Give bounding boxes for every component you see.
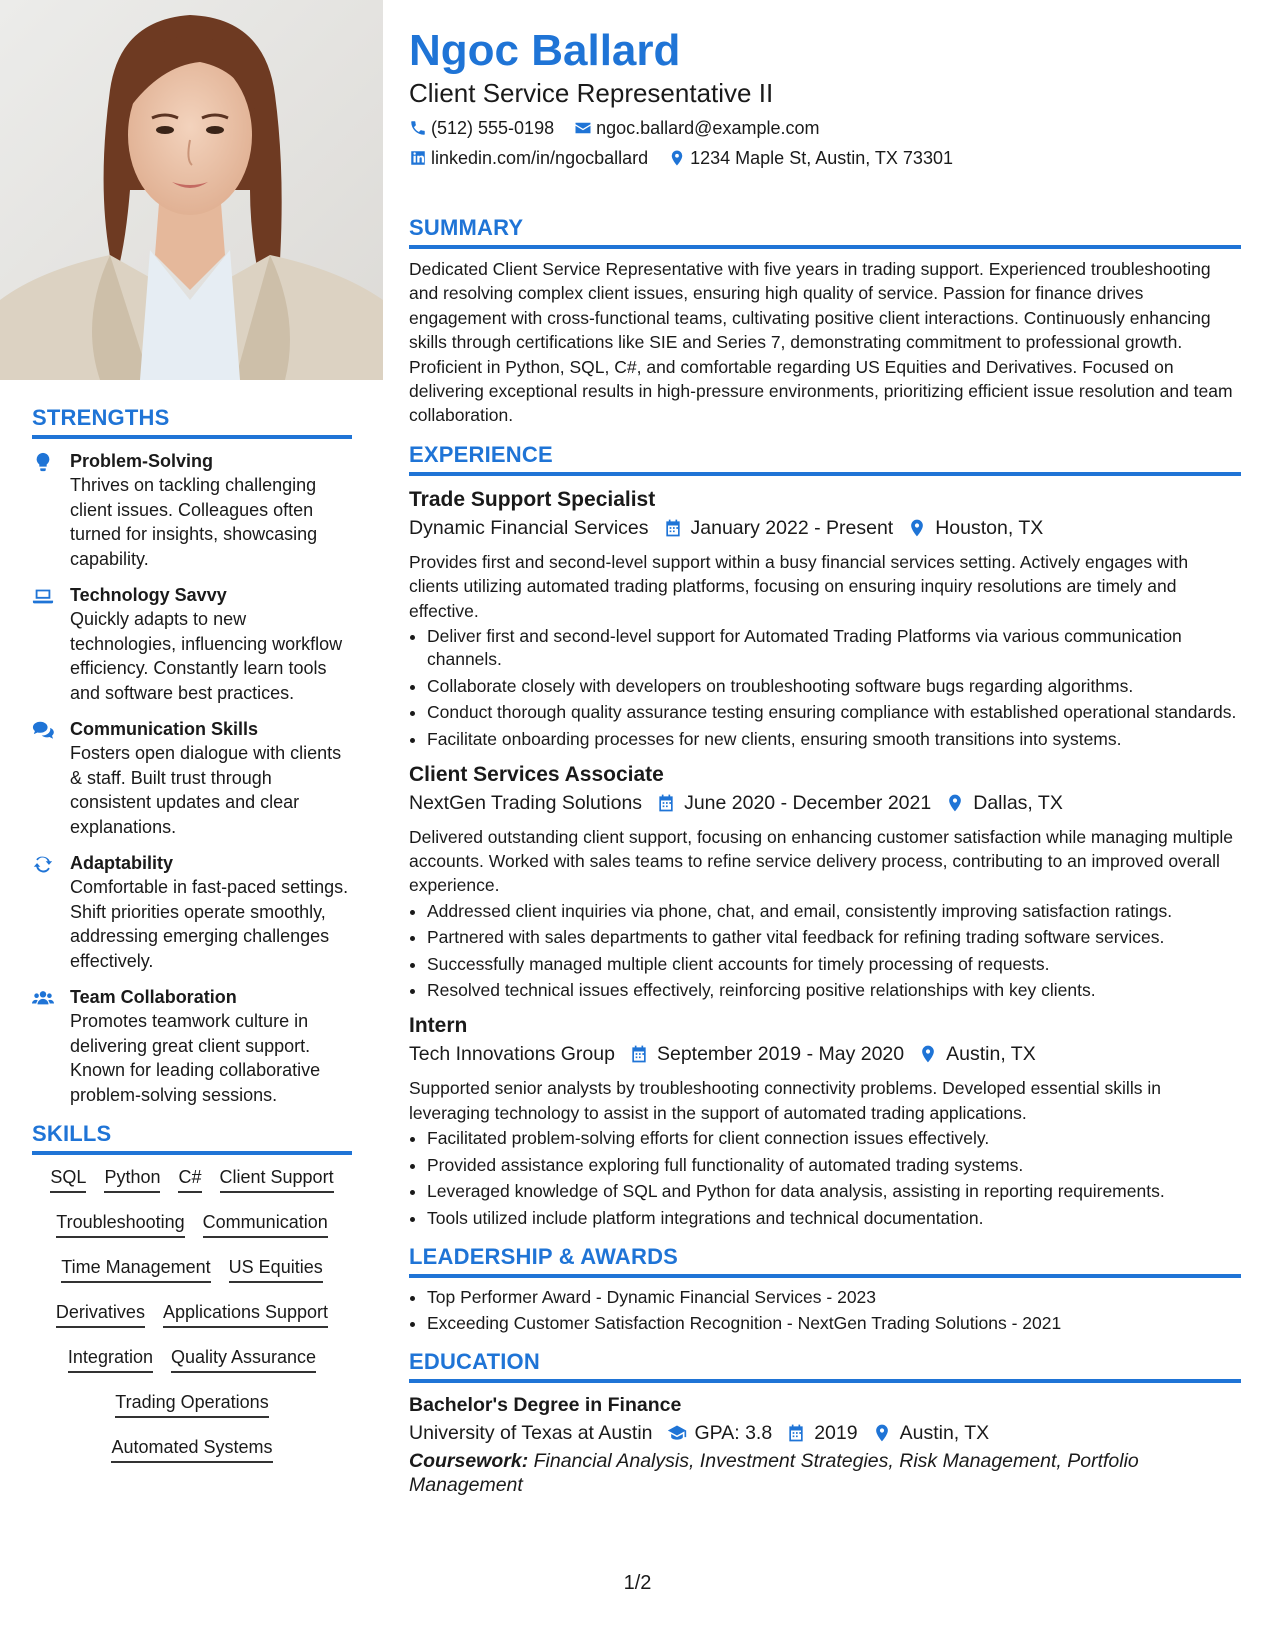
strength-item <box>32 583 352 705</box>
comments-icon <box>32 717 70 839</box>
coursework-label: Coursework: <box>409 1450 529 1473</box>
strength-desc: Thrives on tackling challenging client issues. Colleagues often turned for insights, showcasing capability. <box>70 475 318 569</box>
email-contact[interactable] <box>574 116 819 140</box>
strength-item <box>32 717 352 839</box>
job-bullets <box>409 900 1241 1003</box>
strength-desc: Promotes teamwork culture in delivering great client support. Known for leading collaborative problem-solving sessions. <box>70 1011 321 1105</box>
profile-photo <box>0 0 383 380</box>
contact-row-2 <box>409 146 1241 170</box>
skill-tag: US Equities <box>229 1255 323 1283</box>
coursework <box>409 1449 1241 1497</box>
school-name: University of Texas at Austin <box>409 1422 653 1445</box>
contact-row <box>409 116 1241 140</box>
map-pin-icon <box>918 1044 938 1064</box>
degree-title: Bachelor's Degree in Finance <box>409 1394 682 1417</box>
job-bullet: • Provided assistance exploring full functionality of automated trading systems. <box>427 1154 1241 1177</box>
job-bullet: • Facilitate onboarding processes for new clients, ensuring smooth transitions into systems. <box>427 728 1241 751</box>
address-text: 1234 Maple St, Austin, TX 73301 <box>690 148 953 168</box>
job-meta <box>409 789 1241 817</box>
job-bullet: • Resolved technical issues effectively, reinforcing positive relationships with key clients. <box>427 979 1241 1002</box>
job-entry <box>409 486 1241 751</box>
experience-section <box>409 442 1241 1230</box>
skill-tag: Derivatives <box>56 1300 145 1328</box>
summary-heading: SUMMARY <box>409 215 1241 249</box>
calendar-icon <box>786 1423 806 1443</box>
strength-item <box>32 851 352 973</box>
address-contact <box>668 146 953 170</box>
linkedin-icon <box>409 149 427 167</box>
phone-contact[interactable] <box>409 116 554 140</box>
right-column <box>409 0 1241 1497</box>
users-icon <box>32 985 70 1107</box>
coursework-list: Financial Analysis, Investment Strategies, Risk Management, Portfolio Management <box>409 1450 1139 1497</box>
calendar-icon <box>656 793 676 813</box>
strengths-heading: STRENGTHS <box>32 405 352 439</box>
job-bullet: • Successfully managed multiple client accounts for timely processing of requests. <box>427 953 1241 976</box>
strengths-list <box>32 449 352 1107</box>
skill-tag: Quality Assurance <box>171 1345 316 1373</box>
job-meta <box>409 1040 1241 1068</box>
job-location: Houston, TX <box>935 516 1044 539</box>
email-text: ngoc.ballard@example.com <box>596 118 820 138</box>
awards-heading: LEADERSHIP & AWARDS <box>409 1244 1241 1278</box>
summary-text: Dedicated Client Service Representative with five years in trading support. Experienced troubleshooting and resolving complex client issues, ensuring high quality of service. Passion for finance drives engagement with cross-functional teams, cultivating positive client interactions. Continuously enhancing skills through certifications like SIE and Series 7, demonstrating commitment to professional growth. Proficient in Python, SQL, C#, and comfortable regarding US Equities and Derivatives. Focused on delivering exceptional results in high-pressure environments, prioritizing efficient issue resolution and team collaboration. <box>409 259 1233 426</box>
job-location: Dallas, TX <box>973 791 1063 814</box>
graduation-year: 2019 <box>814 1422 858 1445</box>
strength-item <box>32 985 352 1107</box>
map-pin-icon <box>872 1423 892 1443</box>
education-section <box>409 1349 1241 1497</box>
gpa: GPA: 3.8 <box>694 1422 773 1445</box>
sync-icon <box>32 851 70 973</box>
laptop-icon <box>32 583 70 705</box>
job-entry <box>409 761 1241 1003</box>
education-meta <box>409 1419 1241 1447</box>
skill-tag: Client Support <box>220 1165 334 1193</box>
strength-title: Team Collaboration <box>70 987 237 1007</box>
strength-title: Technology Savvy <box>70 585 227 605</box>
job-dates: September 2019 - May 2020 <box>656 1043 905 1066</box>
envelope-icon <box>574 119 592 137</box>
phone-text: (512) 555-0198 <box>431 118 555 138</box>
job-description: Provides first and second-level support within a busy financial services setting. Actively engages with clients utilizing automated trading platforms, focusing on ensuring inquiry resolutions are timely and effective. <box>409 551 1189 621</box>
job-description: Supported senior analysts by troubleshooting connectivity problems. Developed essential skills in leveraging technology to assist in the support of automated trading applications. <box>409 1078 1161 1123</box>
strength-title: Communication Skills <box>70 719 259 739</box>
job-bullet: • Tools utilized include platform integrations and technical documentation. <box>427 1207 1241 1230</box>
page-number: 1/2 <box>623 1572 652 1594</box>
job-title: Intern <box>409 1014 468 1038</box>
awards-list <box>409 1286 1241 1336</box>
job-bullet: • Partnered with sales departments to gather vital feedback for refining trading software services. <box>427 926 1241 949</box>
education-heading: EDUCATION <box>409 1349 1241 1383</box>
candidate-role: Client Service Representative II <box>409 78 774 108</box>
job-bullet: • Addressed client inquiries via phone, chat, and email, consistently improving satisfaction ratings. <box>427 900 1241 923</box>
job-description: Delivered outstanding client support, focusing on enhancing customer satisfaction while managing multiple accounts. Worked with sales teams to refine service delivery process, contributing to an improved overall experience. <box>409 826 1233 896</box>
candidate-name: Ngoc Ballard <box>409 26 681 75</box>
strength-desc: Fosters open dialogue with clients & staff. Built trust through consistent updates and clear explanations. <box>70 743 342 837</box>
summary-section <box>409 215 1241 428</box>
job-dates: January 2022 - Present <box>690 516 894 539</box>
skill-tag: SQL <box>50 1165 86 1193</box>
calendar-icon <box>629 1044 649 1064</box>
lightbulb-icon <box>32 449 70 571</box>
job-title: Client Services Associate <box>409 762 664 786</box>
strength-desc: Quickly adapts to new technologies, influencing workflow efficiency. Constantly learn tools and software best practices. <box>70 609 343 703</box>
skill-tag: Time Management <box>61 1255 210 1283</box>
job-company: Dynamic Financial Services <box>409 516 649 539</box>
job-bullets <box>409 625 1241 751</box>
school-location: Austin, TX <box>899 1422 990 1445</box>
skills-heading: SKILLS <box>32 1121 352 1155</box>
map-pin-icon <box>668 149 686 167</box>
calendar-icon <box>663 518 683 538</box>
job-company: NextGen Trading Solutions <box>409 791 643 814</box>
linkedin-contact[interactable] <box>409 146 648 170</box>
skill-tag: Automated Systems <box>111 1435 272 1463</box>
job-location: Austin, TX <box>946 1043 1036 1066</box>
job-bullet: • Conduct thorough quality assurance testing ensuring compliance with established operational standards. <box>427 701 1241 724</box>
linkedin-text: linkedin.com/in/ngocballard <box>431 148 649 168</box>
job-company: Tech Innovations Group <box>409 1043 615 1066</box>
skill-tag: Communication <box>203 1210 328 1238</box>
skill-tag: Trading Operations <box>115 1390 268 1418</box>
skill-tag: C# <box>178 1165 201 1193</box>
graduation-cap-icon <box>667 1423 687 1443</box>
strength-title: Problem-Solving <box>70 451 214 471</box>
strength-desc: Comfortable in fast-paced settings. Shift priorities operate smoothly, addressing emerging challenges effectively. <box>70 877 349 971</box>
job-entry <box>409 1012 1241 1229</box>
map-pin-icon <box>945 793 965 813</box>
skill-tag: Troubleshooting <box>56 1210 184 1238</box>
experience-heading: EXPERIENCE <box>409 442 1241 476</box>
job-bullets <box>409 1127 1241 1230</box>
map-pin-icon <box>907 518 927 538</box>
strength-item <box>32 449 352 571</box>
strength-title: Adaptability <box>70 853 174 873</box>
job-bullet: • Leveraged knowledge of SQL and Python for data analysis, assisting in reporting requirements. <box>427 1180 1241 1203</box>
skills-list <box>32 1165 352 1463</box>
skill-tag: Python <box>104 1165 160 1193</box>
awards-section <box>409 1244 1241 1336</box>
skill-tag: Integration <box>68 1345 153 1373</box>
left-column <box>32 405 352 1480</box>
phone-icon <box>409 119 427 137</box>
award-item: • Exceeding Customer Satisfaction Recognition - NextGen Trading Solutions - 2021 <box>427 1312 1241 1335</box>
job-meta <box>409 514 1241 542</box>
job-bullet: • Collaborate closely with developers on troubleshooting software bugs regarding algorithms. <box>427 675 1241 698</box>
award-item: • Top Performer Award - Dynamic Financial Services - 2023 <box>427 1286 1241 1309</box>
job-dates: June 2020 - December 2021 <box>684 791 932 814</box>
skill-tag: Applications Support <box>163 1300 328 1328</box>
job-bullet: • Deliver first and second-level support for Automated Trading Platforms via various communication channels. <box>427 625 1241 671</box>
job-bullet: • Facilitated problem-solving efforts for client connection issues effectively. <box>427 1127 1241 1150</box>
job-title: Trade Support Specialist <box>409 487 656 511</box>
